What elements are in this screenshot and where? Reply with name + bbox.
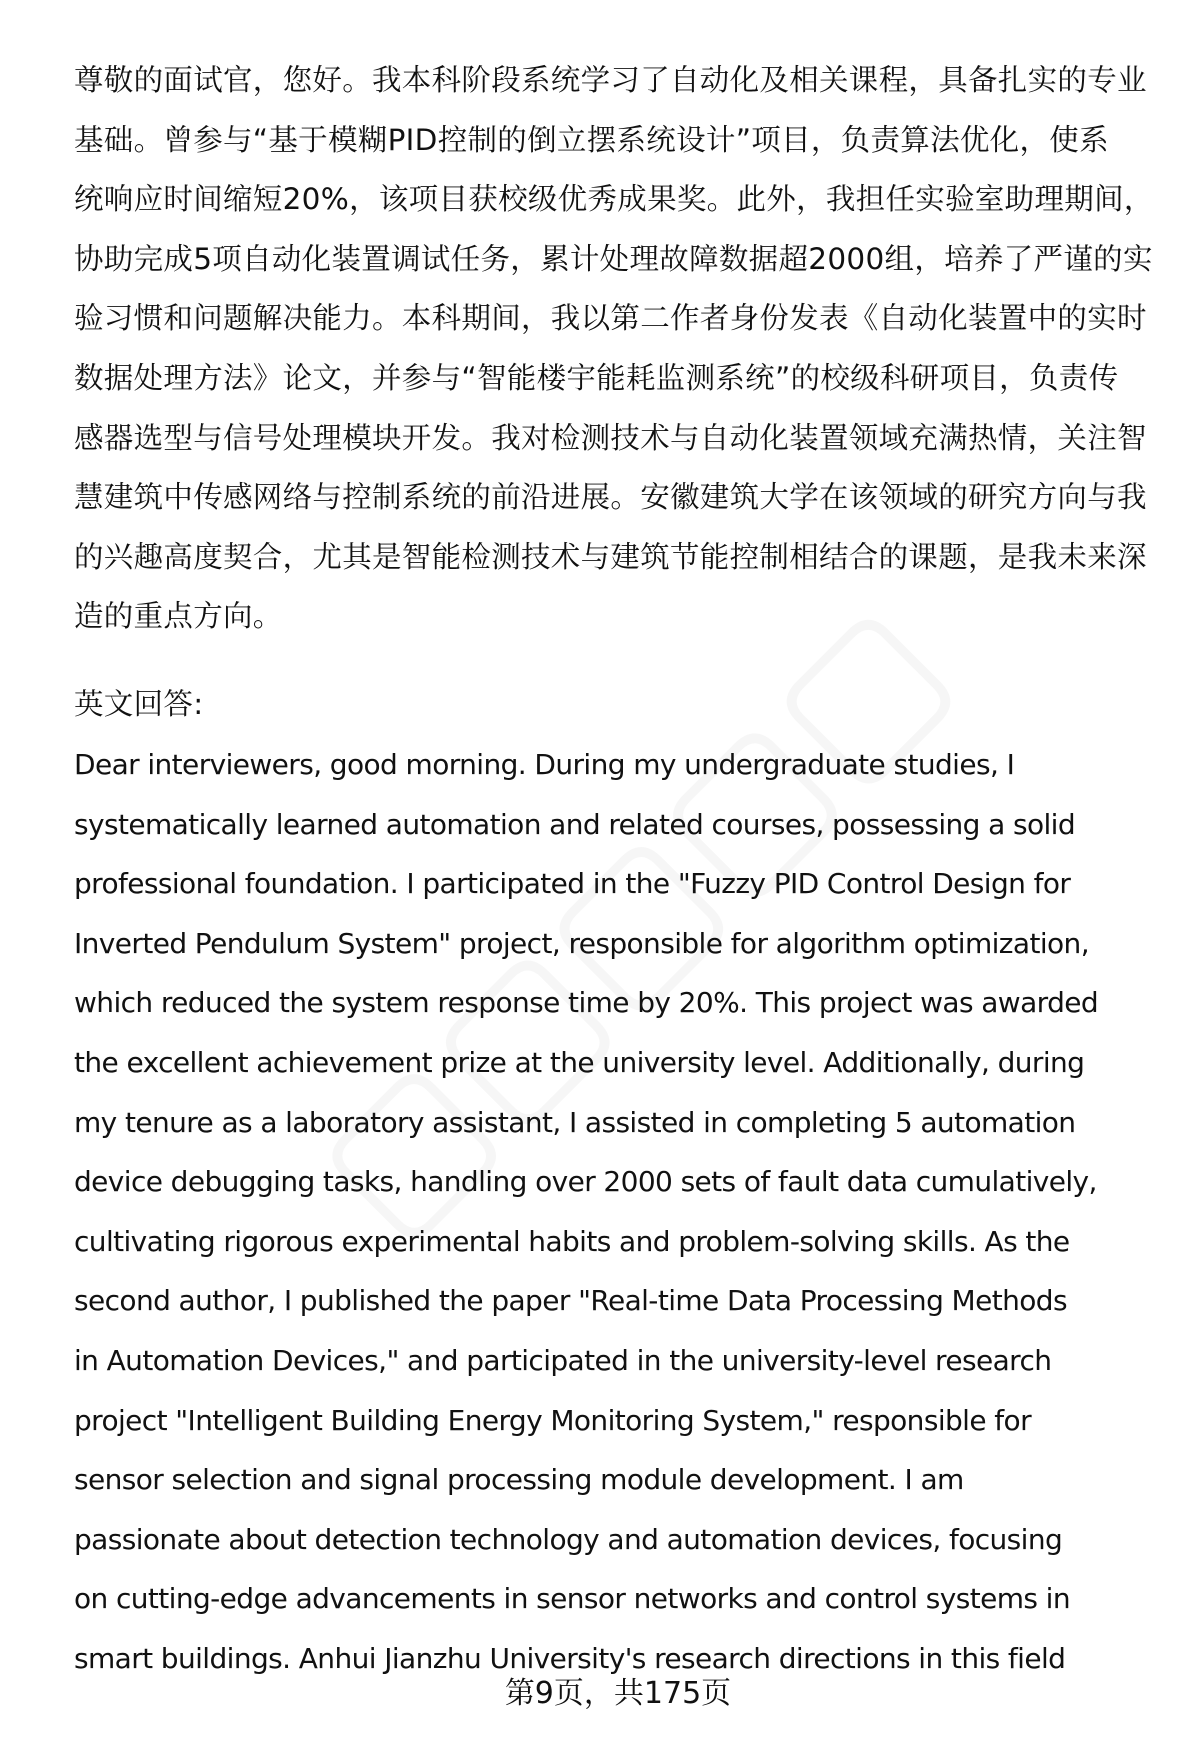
text-line: 的兴趣高度契合，尤其是智能检测技术与建筑节能控制相结合的课题，是我未来深: [74, 539, 1147, 574]
text-line: in Automation Devices," and participated in the university-level research: [74, 1343, 1052, 1377]
english-answer-paragraph: [74, 735, 1160, 1689]
text-line: which reduced the system response time by 20%. This project was awarded: [74, 986, 1099, 1020]
text-line: 造的重点方向。: [74, 599, 283, 634]
english-answer-heading: [74, 675, 1160, 735]
text-line: systematically learned automation and related courses, possessing a solid: [74, 807, 1076, 841]
text-line: on cutting-edge advancements in sensor networks and control systems in: [74, 1582, 1071, 1616]
text-line: device debugging tasks, handling over 2000 sets of fault data cumulatively,: [74, 1165, 1097, 1199]
chinese-answer-paragraph: [74, 51, 1160, 647]
text-line: project "Intelligent Building Energy Monitoring System," responsible for: [74, 1403, 1031, 1437]
text-line: 感器选型与信号处理模块开发。我对检测技术与自动化装置领域充满热情，关注智: [74, 420, 1147, 455]
section-heading: 英文回答:: [74, 687, 204, 721]
text-line: 基础。曾参与“基于模糊PID控制的倒立摆系统设计”项目，负责算法优化，使系: [74, 122, 1109, 157]
text-line: 协助完成5项自动化装置调试任务，累计处理故障数据超2000组，培养了严谨的实: [74, 241, 1153, 276]
text-line: 验习惯和问题解决能力。本科期间，我以第二作者身份发表《自动化装置中的实时: [74, 301, 1147, 336]
text-line: cultivating rigorous experimental habits and problem-solving skills. As the: [74, 1224, 1070, 1258]
text-line: Dear interviewers, good morning. During my undergraduate studies, I: [74, 748, 1015, 781]
text-line: second author, I published the paper "Real-time Data Processing Methods: [74, 1284, 1067, 1318]
text-line: 慧建筑中传感网络与控制系统的前沿进展。安徽建筑大学在该领域的研究方向与我: [74, 480, 1147, 515]
page-footer: 第9页，共175页: [504, 1676, 732, 1711]
text-line: 数据处理方法》论文，并参与“智能楼宇能耗监测系统”的校级科研项目，负责传: [74, 360, 1119, 395]
text-line: passionate about detection technology and automation devices, focusing: [74, 1522, 1063, 1556]
text-line: 尊敬的面试官，您好。我本科阶段系统学习了自动化及相关课程，具备扎实的专业: [74, 63, 1147, 97]
text-line: smart buildings. Anhui Jianzhu University's research directions in this field: [74, 1641, 1066, 1675]
text-line: the excellent achievement prize at the university level. Additionally, during: [74, 1045, 1085, 1079]
text-line: Inverted Pendulum System" project, responsible for algorithm optimization,: [74, 926, 1089, 960]
text-line: sensor selection and signal processing module development. I am: [74, 1463, 964, 1497]
text-line: professional foundation. I participated in the "Fuzzy PID Control Design for: [74, 867, 1071, 901]
text-line: 统响应时间缩短20%，该项目获校级优秀成果奖。此外，我担任实验室助理期间，: [74, 182, 1154, 217]
text-line: my tenure as a laboratory assistant, I assisted in completing 5 automation: [74, 1105, 1076, 1139]
